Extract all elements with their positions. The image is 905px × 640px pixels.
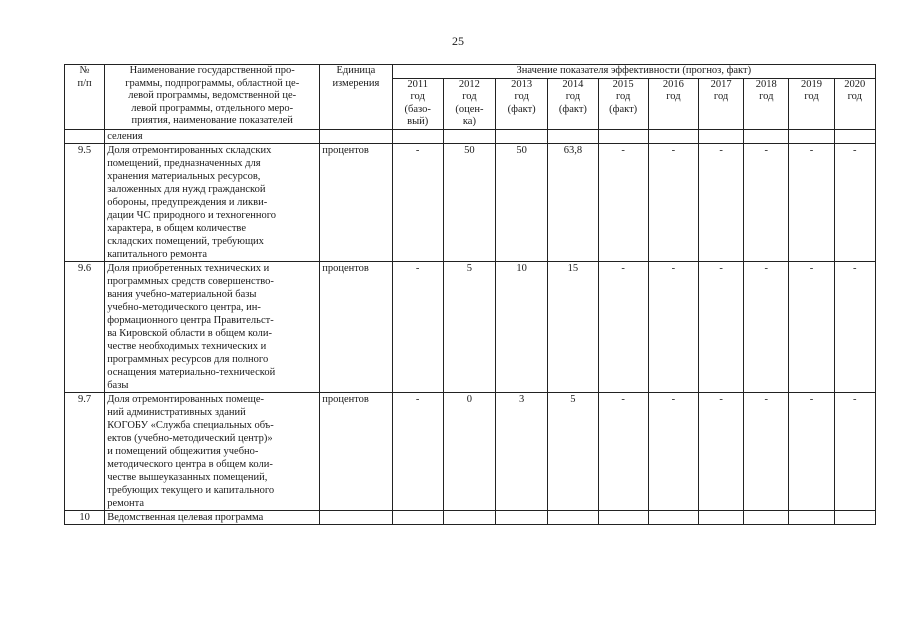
- text-line: КОГОБУ «Служба специальных объ-: [107, 419, 274, 431]
- value-cell: -: [744, 143, 789, 261]
- unit-cell: [320, 510, 392, 524]
- text-line: приятия, наименование показателей: [131, 115, 293, 126]
- text-line: вый): [407, 116, 429, 127]
- value-cell: -: [598, 143, 648, 261]
- text-line: Доля отремонтированных помеще-: [107, 393, 264, 405]
- value-cell: -: [648, 261, 698, 392]
- text-line: год: [759, 91, 774, 102]
- year-header: [443, 78, 495, 129]
- text-line: селения: [107, 130, 143, 142]
- unit-cell: [320, 129, 392, 143]
- year-label: 2014: [562, 78, 584, 90]
- unit-cell: процентов: [320, 392, 392, 510]
- value-cell: [548, 129, 598, 143]
- value-cell: 3: [496, 392, 548, 510]
- text-line: год: [615, 91, 631, 102]
- row-number: 9.5: [65, 143, 105, 261]
- text-line: год: [565, 91, 581, 102]
- value-cell: [699, 129, 744, 143]
- text-line: обороны, предупреждения и ликви-: [107, 196, 268, 208]
- value-cell: [443, 510, 495, 524]
- indicator-name: [105, 510, 320, 524]
- text-line: Наименование государственной про-: [129, 65, 295, 76]
- text-line: год: [847, 91, 862, 102]
- value-cell: 50: [443, 143, 495, 261]
- year-header: [789, 78, 834, 129]
- text-line: левой программы, отдельного меро-: [131, 102, 294, 114]
- header-num: [65, 65, 105, 130]
- indicator-name: [105, 143, 320, 261]
- text-line: измерения: [332, 77, 380, 89]
- value-cell: -: [699, 143, 744, 261]
- unit-cell: процентов: [320, 143, 392, 261]
- text-line: год: [514, 91, 529, 102]
- text-line: дации ЧС природного и техногенного: [107, 209, 277, 221]
- text-line: (факт): [609, 103, 638, 115]
- text-line: и помещений общежития учебно-: [107, 445, 259, 457]
- row-number: 9.6: [65, 261, 105, 392]
- text-line: ка): [462, 116, 476, 127]
- text-line: Единица: [336, 65, 376, 76]
- value-cell: [443, 129, 495, 143]
- text-line: граммы, подпрограммы, областной це-: [125, 77, 300, 89]
- text-line: базы: [107, 379, 129, 391]
- page-number: 25: [452, 34, 464, 48]
- value-cell: 10: [496, 261, 548, 392]
- year-label: 2020: [844, 78, 866, 90]
- indicator-name: [105, 129, 320, 143]
- year-label: 2018: [755, 78, 777, 90]
- text-line: №: [79, 65, 90, 76]
- year-header: [598, 78, 648, 129]
- text-line: характера, в общем количестве: [107, 222, 246, 234]
- text-line: ва Кировской области в общем коли-: [107, 327, 272, 339]
- year-label: 2015: [612, 78, 634, 90]
- text-line: год: [666, 91, 681, 102]
- value-cell: -: [834, 392, 875, 510]
- row-number: [65, 129, 105, 143]
- year-header: [496, 78, 548, 129]
- value-cell: -: [744, 392, 789, 510]
- value-cell: -: [392, 261, 443, 392]
- text-line: Доля приобретенных технических и: [107, 262, 270, 274]
- text-line: программных средств совершенство-: [107, 275, 274, 287]
- text-line: (факт): [507, 103, 536, 115]
- value-cell: 5: [548, 392, 598, 510]
- text-line: методического центра в общем коли-: [107, 458, 273, 470]
- value-cell: [496, 129, 548, 143]
- value-cell: [834, 510, 875, 524]
- efficiency-indicators-table: [64, 64, 876, 525]
- value-cell: -: [789, 143, 834, 261]
- value-cell: [699, 510, 744, 524]
- text-line: Ведомственная целевая программа: [107, 511, 264, 523]
- row-number: 9.7: [65, 392, 105, 510]
- table-row: [65, 129, 876, 143]
- value-cell: [392, 510, 443, 524]
- value-cell: [744, 129, 789, 143]
- text-line: ектов (учебно-методический центр)»: [107, 432, 273, 444]
- year-header: [744, 78, 789, 129]
- year-label: 2013: [511, 78, 533, 90]
- year-label: 2019: [801, 78, 822, 90]
- value-cell: [548, 510, 598, 524]
- year-label: 2016: [662, 78, 684, 90]
- value-cell: -: [392, 143, 443, 261]
- year-header: [392, 78, 443, 129]
- value-cell: -: [834, 261, 875, 392]
- unit-cell: процентов: [320, 261, 392, 392]
- value-cell: 63,8: [548, 143, 598, 261]
- indicator-name: [105, 261, 320, 392]
- value-cell: [598, 129, 648, 143]
- text-line: ний административных зданий: [107, 406, 246, 418]
- value-cell: [744, 510, 789, 524]
- value-cell: -: [648, 392, 698, 510]
- value-cell: -: [744, 261, 789, 392]
- header-values-title: Значение показателя эффективности (прогноз, факт): [392, 65, 875, 79]
- year-header: [699, 78, 744, 129]
- value-cell: [789, 510, 834, 524]
- table-row: [65, 261, 876, 392]
- text-line: год: [410, 91, 425, 102]
- value-cell: -: [598, 392, 648, 510]
- value-cell: -: [392, 392, 443, 510]
- text-line: заложенных для нужд гражданской: [107, 183, 266, 195]
- value-cell: 5: [443, 261, 495, 392]
- table-row: [65, 510, 876, 524]
- text-line: хранения материальных ресурсов,: [107, 170, 261, 182]
- text-line: помещений, предназначенных для: [107, 157, 261, 169]
- text-line: год: [713, 91, 729, 102]
- text-line: п/п: [77, 77, 92, 89]
- value-cell: -: [789, 261, 834, 392]
- value-cell: -: [699, 261, 744, 392]
- header-row: [65, 65, 876, 79]
- year-header: [834, 78, 875, 129]
- text-line: требующих текущего и капитального: [107, 484, 275, 496]
- text-line: год: [804, 91, 819, 102]
- value-cell: [598, 510, 648, 524]
- value-cell: [834, 129, 875, 143]
- value-cell: [789, 129, 834, 143]
- value-cell: [496, 510, 548, 524]
- text-line: оснащения материально-технической: [107, 366, 276, 378]
- text-line: (базо-: [404, 103, 431, 115]
- text-line: левой программы, ведомственной це-: [128, 90, 297, 101]
- text-line: Доля отремонтированных складских: [107, 144, 272, 156]
- value-cell: -: [789, 392, 834, 510]
- text-line: ремонта: [107, 497, 144, 509]
- text-line: капитального ремонта: [107, 248, 207, 260]
- year-label: 2011: [407, 78, 428, 90]
- header-name: [105, 65, 320, 130]
- indicator-name: [105, 392, 320, 510]
- value-cell: 50: [496, 143, 548, 261]
- text-line: год: [462, 91, 477, 102]
- value-cell: -: [648, 143, 698, 261]
- text-line: (оцен-: [455, 103, 484, 115]
- text-line: честве необходимых технических и: [107, 340, 267, 352]
- text-line: складских помещений, требующих: [107, 235, 264, 247]
- text-line: формационного центра Правительст-: [107, 314, 274, 326]
- year-header: [648, 78, 698, 129]
- row-number: 10: [65, 510, 105, 524]
- text-line: (факт): [558, 103, 587, 115]
- value-cell: -: [598, 261, 648, 392]
- header-unit: [320, 65, 392, 130]
- text-line: программных ресурсов для полного: [107, 353, 269, 365]
- table-row: [65, 143, 876, 261]
- value-cell: -: [699, 392, 744, 510]
- text-line: учебно-методического центра, ин-: [107, 301, 261, 313]
- year-label: 2012: [458, 78, 480, 90]
- text-line: честве вышеуказанных помещений,: [107, 471, 268, 483]
- value-cell: [392, 129, 443, 143]
- value-cell: [648, 510, 698, 524]
- year-label: 2017: [710, 78, 732, 90]
- value-cell: 0: [443, 392, 495, 510]
- value-cell: 15: [548, 261, 598, 392]
- text-line: вания учебно-материальной базы: [107, 288, 257, 300]
- value-cell: -: [834, 143, 875, 261]
- year-header: [548, 78, 598, 129]
- value-cell: [648, 129, 698, 143]
- table-row: [65, 392, 876, 510]
